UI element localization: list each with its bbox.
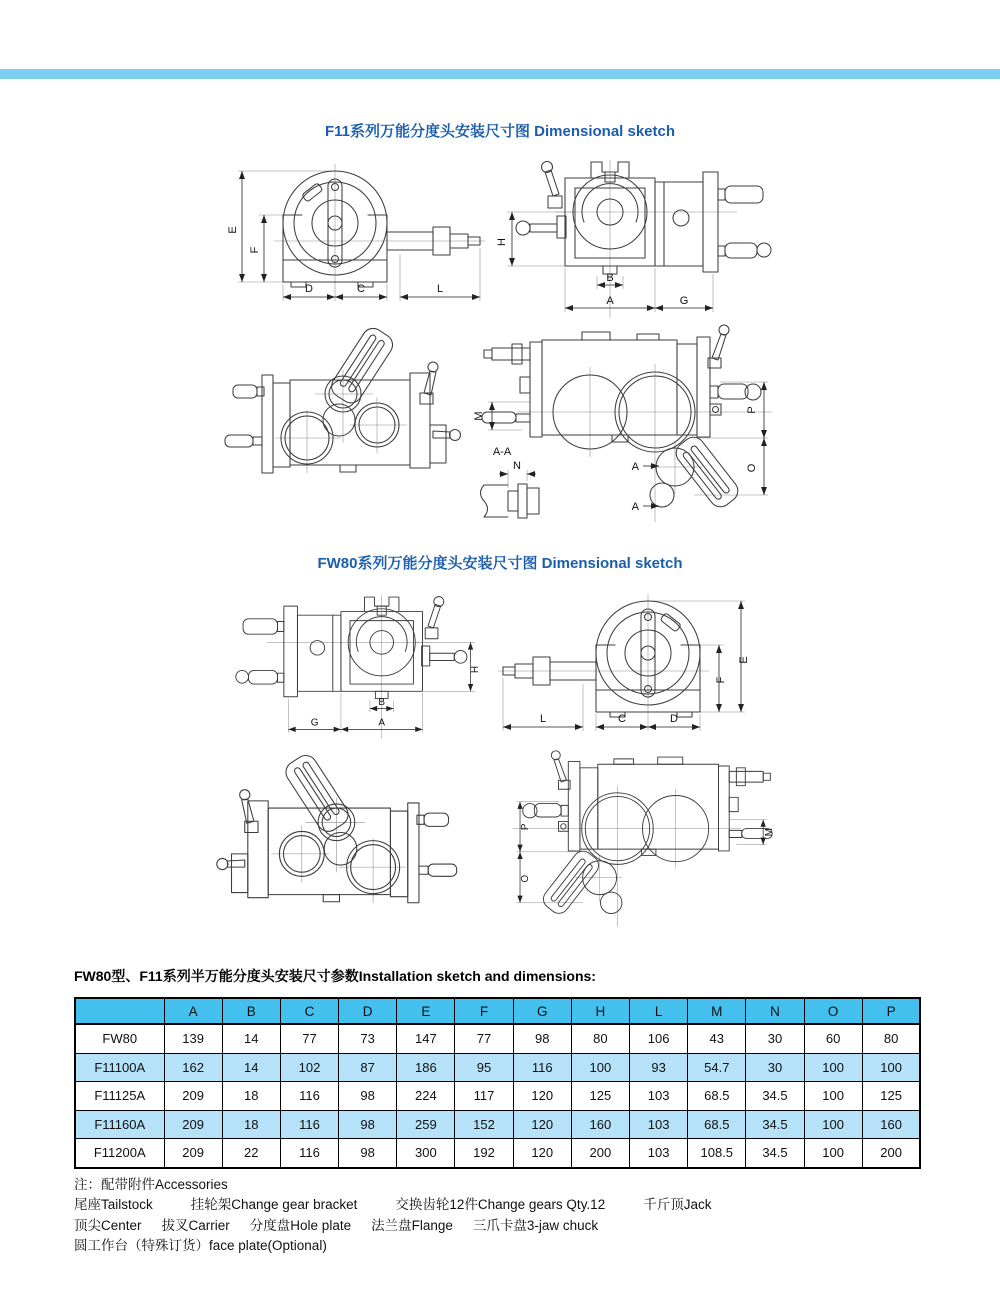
- dim-label-m: M: [764, 828, 776, 837]
- column-header-d: D: [339, 998, 397, 1024]
- section-title-fw80: FW80系列万能分度头安装尺寸图 Dimensional sketch: [317, 555, 683, 572]
- table-cell: 60: [804, 1024, 862, 1053]
- table-cell: 120: [513, 1082, 571, 1111]
- table-cell: 95: [455, 1053, 513, 1082]
- fw80-section-view-drawing: [495, 748, 790, 936]
- notes-line-2: [74, 1216, 711, 1237]
- table-cell: 73: [339, 1024, 397, 1053]
- dimensions-table: [74, 997, 921, 1169]
- dim-label-g: G: [679, 295, 689, 307]
- table-cell: 34.5: [746, 1082, 804, 1111]
- table-cell: 147: [397, 1024, 455, 1053]
- table-row-f11200a: [75, 1139, 920, 1168]
- table-row-fw80: [75, 1024, 920, 1053]
- dim-label-o: O: [746, 463, 758, 473]
- dim-label-d: D: [670, 713, 678, 725]
- table-cell: 43: [688, 1024, 746, 1053]
- dim-label-e: E: [738, 656, 750, 664]
- table-cell: 34.5: [746, 1110, 804, 1139]
- note-item: 法兰盘Flange: [371, 1217, 453, 1233]
- note-item: 顶尖Center: [74, 1217, 142, 1233]
- note-item: 交换齿轮12件Change gears Qty.12: [395, 1197, 606, 1212]
- table-cell: 100: [571, 1053, 629, 1082]
- notes-heading: 注：配带附件Accessories: [74, 1177, 228, 1192]
- column-header-p: P: [862, 998, 920, 1024]
- table-cell: 77: [455, 1024, 513, 1053]
- table-cell: 68.5: [688, 1110, 746, 1139]
- model-cell: F11100A: [75, 1053, 164, 1082]
- table-cell: 116: [280, 1110, 338, 1139]
- table-cell: 100: [804, 1139, 862, 1168]
- dim-label-g: G: [310, 717, 319, 729]
- table-cell: 186: [397, 1053, 455, 1082]
- column-header-g: G: [513, 998, 571, 1024]
- fw80-front-view-drawing: [205, 595, 495, 745]
- table-row-f11100a: [75, 1053, 920, 1082]
- table-cell: 80: [571, 1024, 629, 1053]
- table-cell: 106: [630, 1024, 688, 1053]
- dim-label-p: P: [520, 823, 532, 831]
- fw80-side-view-drawing: [495, 592, 755, 737]
- table-cell: 192: [455, 1139, 513, 1168]
- table-cell: 125: [571, 1082, 629, 1111]
- top-accent-bar: [0, 69, 1000, 79]
- f11-side-view-drawing: [228, 162, 488, 307]
- column-header-l: L: [630, 998, 688, 1024]
- table-cell: 117: [455, 1082, 513, 1111]
- column-header-n: N: [746, 998, 804, 1024]
- dim-label-c: C: [618, 713, 626, 725]
- note-item: 拔叉Carrier: [161, 1217, 230, 1233]
- section-a-a-sketch: [481, 484, 540, 518]
- section-title-f11: F11系列万能分度头安装尺寸图 Dimensional sketch: [324, 123, 676, 140]
- table-cell: 34.5: [746, 1139, 804, 1168]
- notes-line-1: [74, 1195, 711, 1216]
- table-cell: 77: [280, 1024, 338, 1053]
- table-cell: 93: [630, 1053, 688, 1082]
- table-cell: 160: [571, 1110, 629, 1139]
- table-cell: 103: [630, 1139, 688, 1168]
- column-header-b: B: [222, 998, 280, 1024]
- table-cell: 100: [804, 1110, 862, 1139]
- table-cell: 209: [164, 1110, 222, 1139]
- column-header-o: O: [804, 998, 862, 1024]
- dim-label-p: P: [746, 406, 758, 414]
- dim-label-l: L: [539, 713, 547, 725]
- table-cell: 30: [746, 1053, 804, 1082]
- table-cell: 14: [222, 1024, 280, 1053]
- dim-label-o: O: [520, 874, 532, 883]
- note-item: 分度盘Hole plate: [249, 1217, 352, 1233]
- table-cell: 224: [397, 1082, 455, 1111]
- column-header-m: M: [688, 998, 746, 1024]
- table-cell: 162: [164, 1053, 222, 1082]
- note-item: 圆工作台（特殊订货）face plate(Optional): [74, 1238, 327, 1253]
- dim-label-f: F: [715, 676, 727, 684]
- model-cell: F11200A: [75, 1139, 164, 1168]
- note-item: 千斤顶Jack: [643, 1197, 712, 1212]
- table-row-f11125a: [75, 1082, 920, 1111]
- column-header-h: H: [571, 998, 629, 1024]
- table-cell: 30: [746, 1024, 804, 1053]
- model-cell: FW80: [75, 1024, 164, 1053]
- dim-label-a: A: [378, 717, 386, 729]
- table-cell: 120: [513, 1110, 571, 1139]
- table-cell: 120: [513, 1139, 571, 1168]
- note-item: 尾座Tailstock: [74, 1197, 153, 1212]
- f11-front-view-drawing: [485, 160, 805, 325]
- table-cell: 259: [397, 1110, 455, 1139]
- table-title: FW80型、F11系列半万能分度头安装尺寸参数Installation sketch and dimensions:: [74, 968, 596, 984]
- table-cell: 116: [280, 1082, 338, 1111]
- table-cell: 300: [397, 1139, 455, 1168]
- dim-label-h: H: [496, 238, 508, 246]
- table-cell: 68.5: [688, 1082, 746, 1111]
- note-item: 三爪卡盘3-jaw chuck: [472, 1217, 599, 1233]
- table-cell: 160: [862, 1110, 920, 1139]
- table-cell: 102: [280, 1053, 338, 1082]
- f11-gear-train-drawing: [215, 325, 465, 485]
- note-item: 挂轮架Change gear bracket: [190, 1197, 358, 1212]
- dim-label-c: C: [357, 283, 365, 295]
- table-cell: 103: [630, 1082, 688, 1111]
- dim-label-a: A: [606, 295, 614, 307]
- notes-line-3: [74, 1236, 711, 1257]
- table-corner-cell: [75, 998, 164, 1024]
- dim-label-f: F: [249, 246, 261, 254]
- dim-label-h: H: [469, 665, 481, 674]
- table-cell: 100: [804, 1053, 862, 1082]
- table-cell: 103: [630, 1110, 688, 1139]
- table-cell: 80: [862, 1024, 920, 1053]
- dim-label-b: B: [606, 272, 614, 284]
- section-label-aa: A-A: [492, 446, 512, 458]
- f11-section-view-drawing: [462, 322, 792, 532]
- table-header-row: [75, 998, 920, 1024]
- table-row-f11160a: [75, 1110, 920, 1139]
- dim-label-e: E: [227, 226, 239, 234]
- dim-label-l: L: [436, 283, 444, 295]
- column-header-c: C: [280, 998, 338, 1024]
- column-header-a: A: [164, 998, 222, 1024]
- table-cell: 98: [513, 1024, 571, 1053]
- table-cell: 116: [513, 1053, 571, 1082]
- table-cell: 209: [164, 1139, 222, 1168]
- table-cell: 18: [222, 1110, 280, 1139]
- table-cell: 139: [164, 1024, 222, 1053]
- fw80-gear-train-drawing: [212, 752, 467, 915]
- model-cell: F11125A: [75, 1082, 164, 1111]
- column-header-f: F: [455, 998, 513, 1024]
- table-cell: 87: [339, 1053, 397, 1082]
- table-cell: 152: [455, 1110, 513, 1139]
- cut-label-a2: A: [631, 501, 639, 513]
- table-cell: 54.7: [688, 1053, 746, 1082]
- table-cell: 100: [804, 1082, 862, 1111]
- column-header-e: E: [397, 998, 455, 1024]
- notes: [74, 1174, 711, 1257]
- dim-label-b: B: [378, 696, 386, 708]
- table-cell: 200: [862, 1139, 920, 1168]
- table-cell: 100: [862, 1053, 920, 1082]
- dim-label-m: M: [473, 411, 485, 421]
- table-cell: 125: [862, 1082, 920, 1111]
- table-cell: 209: [164, 1082, 222, 1111]
- table-cell: 200: [571, 1139, 629, 1168]
- table-cell: 22: [222, 1139, 280, 1168]
- model-cell: F11160A: [75, 1110, 164, 1139]
- table-cell: 98: [339, 1139, 397, 1168]
- table-cell: 98: [339, 1082, 397, 1111]
- table-cell: 98: [339, 1110, 397, 1139]
- dim-label-d: D: [305, 283, 313, 295]
- table-cell: 18: [222, 1082, 280, 1111]
- table-cell: 108.5: [688, 1139, 746, 1168]
- dim-label-n: N: [513, 460, 521, 472]
- table-cell: 116: [280, 1139, 338, 1168]
- cut-label-a1: A: [631, 461, 639, 473]
- table-cell: 14: [222, 1053, 280, 1082]
